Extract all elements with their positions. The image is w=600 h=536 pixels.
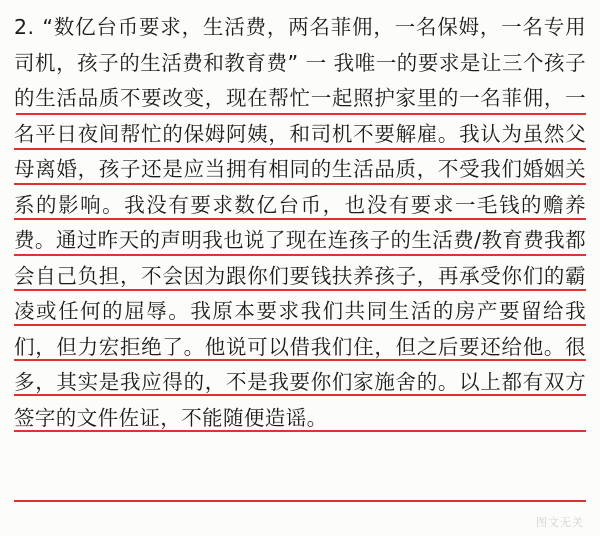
- document-paragraph: [14, 10, 586, 436]
- list-item-number: 2.: [14, 15, 35, 39]
- underline-mark: [14, 500, 586, 502]
- paragraph-text: “数亿台币要求，生活费，两名菲佣，一名保姆，一名专用司机，孩子的生活费和教育费” 一 我唯一的要求是让三个孩子的生活品质不要改变，现在帮忙一起照护家里的一名菲佣，一名平日夜间帮忙的保姆阿姨，和司机不要解雇。我认为虽然父母离婚，孩子还是应当拥有相同的生活品质，不受我们婚姻关系的影响。我没有要求数亿台币，也没有要求一毛钱的赡养费。通过昨天的声明我也说了现在连孩子的生活费/教育费我都会自己负担，不会因为跟你们要钱扶养孩子，再承受你们的霸凌或任何的屈辱。我原本要求我们共同生活的房产要留给我们，但力宏拒绝了。他说可以借我们住，但之后要还给他。很多，其实是我应得的，不是我要你们家施舍的。以上都有双方签字的文件佐证，不能随便造谣。: [14, 15, 586, 430]
- watermark-label: 图文无关: [536, 516, 584, 529]
- document-text-block: [14, 10, 586, 436]
